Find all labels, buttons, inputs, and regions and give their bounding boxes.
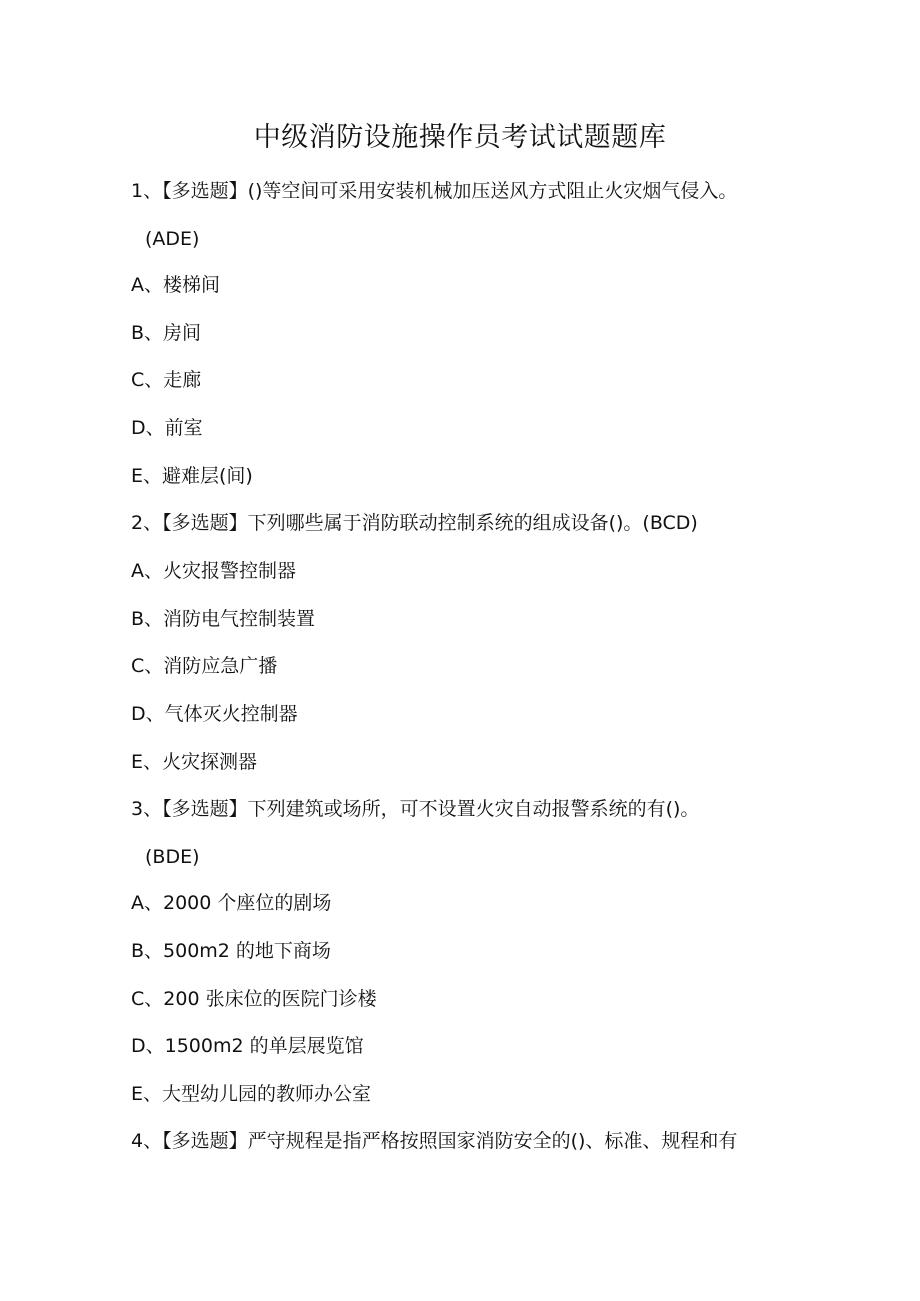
question-2-option-e: E、火灾探测器	[131, 751, 258, 773]
question-2-option-b: B、消防电气控制装置	[131, 608, 316, 630]
question-3-stem: 3、【多选题】下列建筑或场所，可不设置火灾自动报警系统的有()。	[131, 798, 700, 820]
document-title: 中级消防设施操作员考试试题题库	[253, 122, 667, 153]
question-1-option-a: A、楼梯间	[131, 274, 220, 296]
question-3-option-b: B、500m2 的地下商场	[131, 940, 331, 962]
question-1-option-c: C、走廊	[131, 369, 202, 391]
question-2-option-c: C、消防应急广播	[131, 655, 278, 677]
question-1-stem: 1、【多选题】()等空间可采用安装机械加压送风方式阻止火灾烟气侵入。	[131, 180, 738, 202]
question-3-option-d: D、1500m2 的单层展览馆	[131, 1035, 364, 1057]
question-3-option-e: E、大型幼儿园的教师办公室	[131, 1083, 372, 1105]
question-3-option-c: C、200 张床位的医院门诊楼	[131, 988, 377, 1010]
question-1-option-b: B、房间	[131, 322, 202, 344]
question-3-option-a: A、2000 个座位的剧场	[131, 892, 332, 914]
question-1-option-e: E、避难层(间)	[131, 465, 253, 487]
question-2-stem: 2、【多选题】下列哪些属于消防联动控制系统的组成设备()。(BCD)	[131, 512, 698, 534]
question-4-stem: 4、【多选题】严守规程是指严格按照国家消防安全的()、标准、规程和有	[131, 1130, 738, 1152]
question-1-option-d: D、前室	[131, 417, 203, 439]
question-2-option-a: A、火灾报警控制器	[131, 560, 296, 582]
question-2-option-d: D、气体灭火控制器	[131, 703, 298, 725]
question-1-answer: (ADE)	[145, 228, 200, 250]
question-3-answer: (BDE)	[145, 846, 200, 868]
